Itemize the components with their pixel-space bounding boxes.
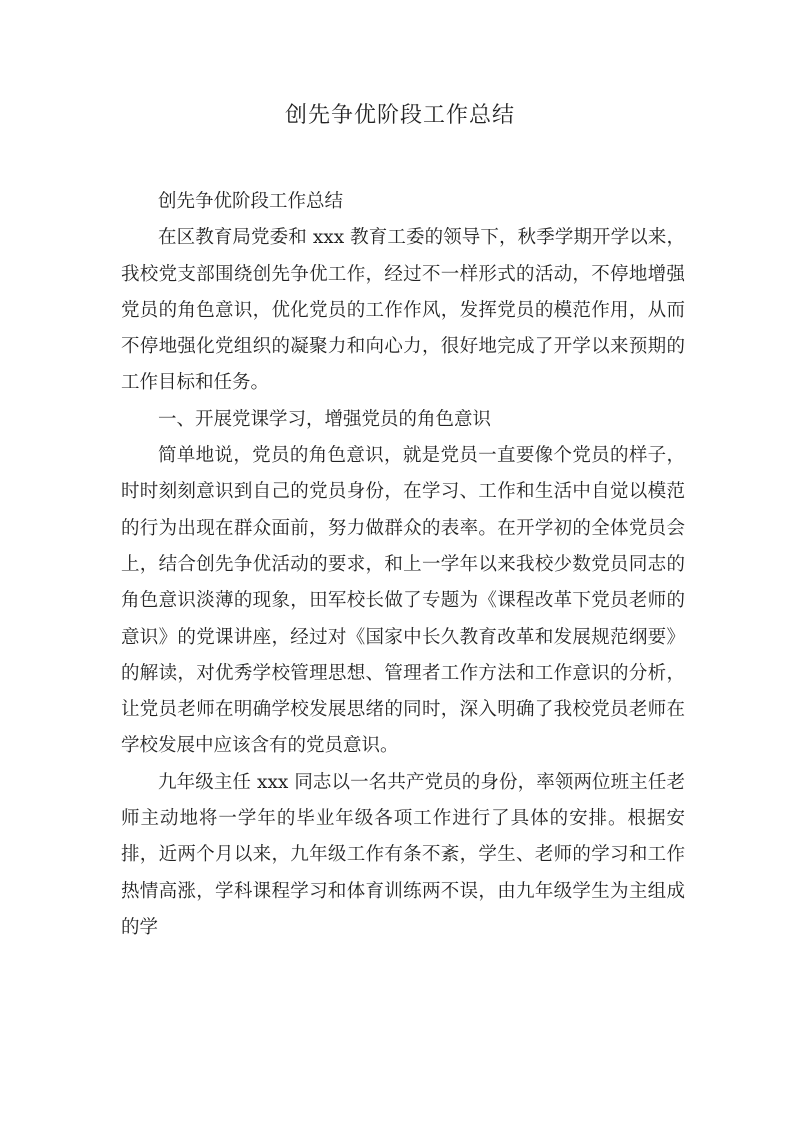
- paragraph-subtitle: 创先争优阶段工作总结: [158, 191, 344, 212]
- document-title: 创先争优阶段工作总结: [284, 103, 515, 128]
- document-body: [121, 184, 685, 946]
- section-heading-1: 一、开展党课学习，增强党员的角色意识: [158, 408, 492, 430]
- paragraph-intro: 在区教育局党委和 xxx 教育工委的领导下，秋季学期开学以来，我校党支部围绕创先争优工作，经过不一样形式的活动，不停地增强党员的角色意识，优化党员的工作作风，发挥党员的模范作用，从而不停地强化党组织的凝聚力和向心力，很好地完成了开学以来预期的工作目标和任务。: [121, 227, 685, 394]
- paragraph-role-awareness: 简单地说，党员的角色意识，就是党员一直要像个党员的样子，时时刻刻意识到自己的党员身份，在学习、工作和生活中自觉以模范的行为出现在群众面前，努力做群众的表率。在开学初的全体党员会上，结合创先争优活动的要求，和上一学年以来我校少数党员同志的角色意识淡薄的现象，田军校长做了专题为《课程改革下党员老师的意识》的党课讲座，经过对《国家中长久教育改革和发展规范纲要》的解读，对优秀学校管理思想、管理者工作方法和工作意识的分析，让党员老师在明确学校发展思绪的同时，深入明确了我校党员老师在学校发展中应该含有的党员意识。: [121, 445, 685, 757]
- paragraph-grade-nine: 九年级主任 xxx 同志以一名共产党员的身份，率领两位班主任老师主动地将一学年的毕业年级各项工作进行了具体的安排。根据安排，近两个月以来，九年级工作有条不紊，学生、老师的学习和工作热情高涨，学科课程学习和体育训练两不误，由九年级学生为主组成的学: [121, 771, 685, 938]
